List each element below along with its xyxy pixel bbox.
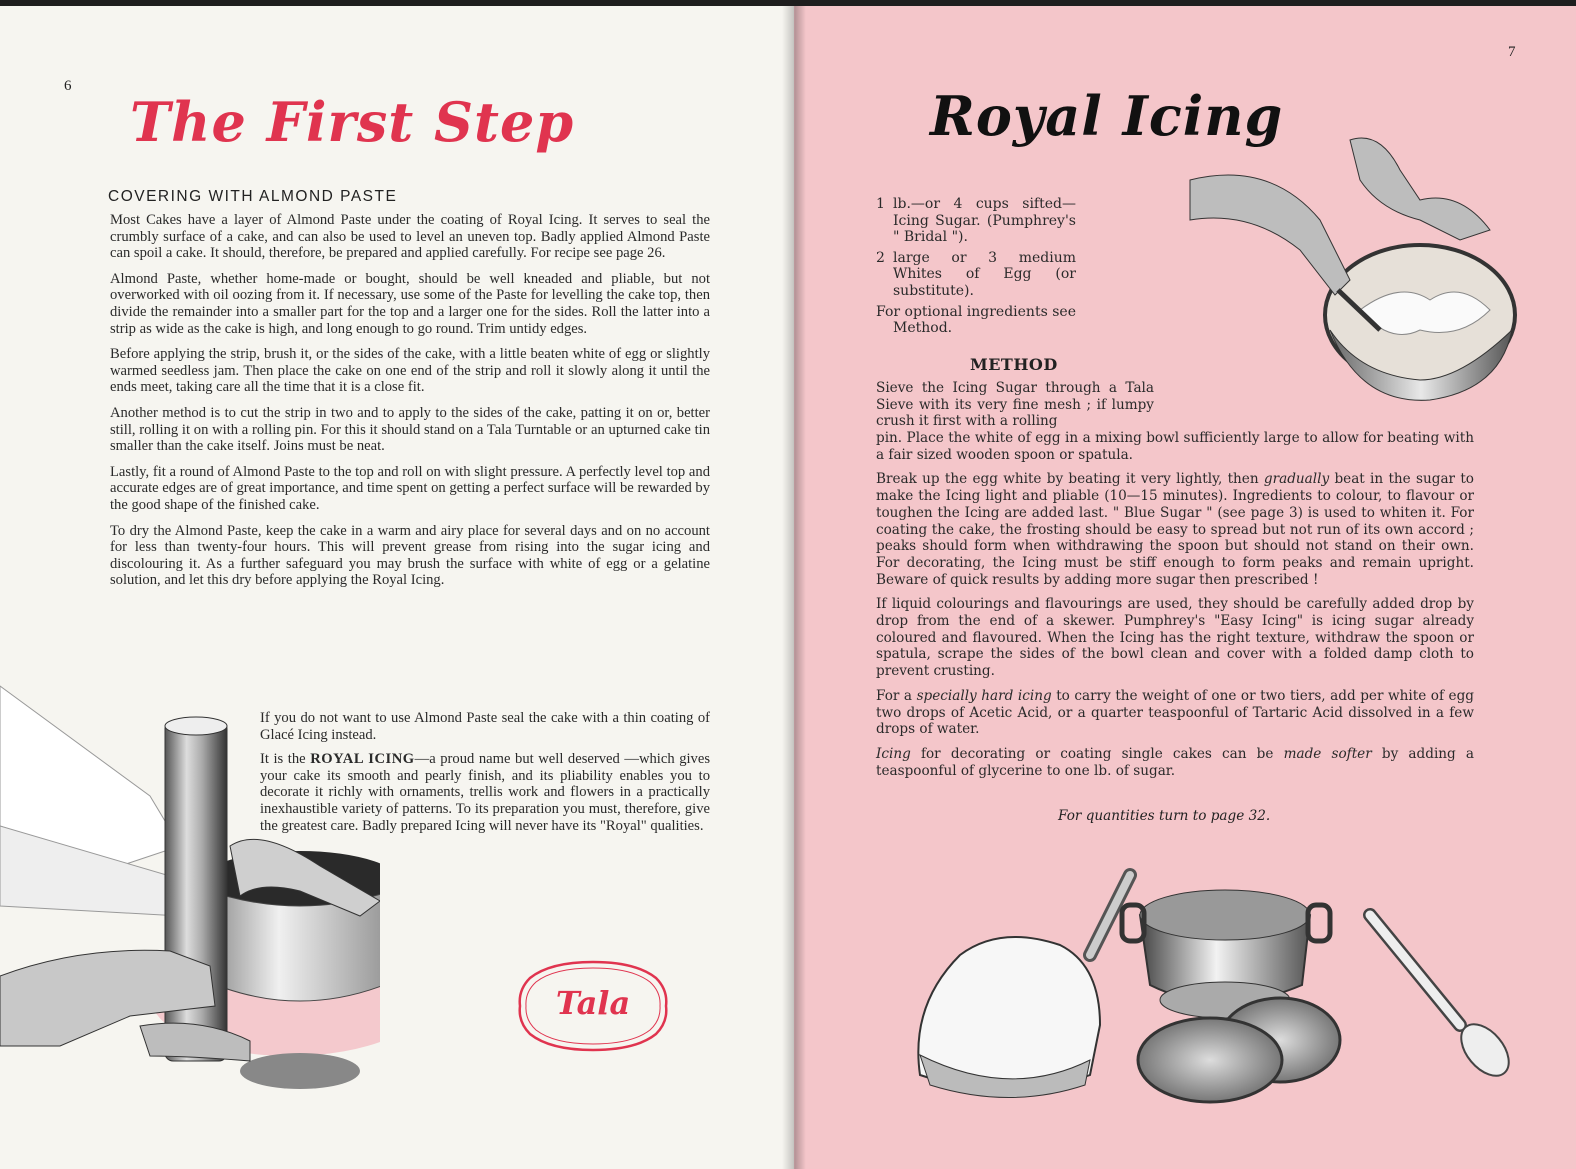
paragraph: Most Cakes have a layer of Almond Paste under the coating of Royal Icing. It serves to seal the crumbly surface of a cake, and can also be used to level an uneven top. Badly applied Almond Paste can spoil a cake. It should, therefore, be prepared and applied carefully. For recipe see page 26. bbox=[110, 212, 710, 262]
method-paragraph: For a specially hard icing to carry the weight of one or two tiers, add per white of egg two drops of Acetic Acid, or a quarter teaspoonful of Tartaric Acid dissolved in a few drops of water. bbox=[876, 687, 1474, 738]
method-intro: Sieve the Icing Sugar through a Tala Sieve with its very fine mesh ; if lumpy crush it first with a rolling bbox=[876, 380, 1154, 430]
method-text bbox=[876, 430, 1474, 787]
page-title-right: Royal Icing bbox=[930, 84, 1284, 148]
method-intro-continued: pin. Place the white of egg in a mixing bowl sufficiently large to allow for beating with a fair sized wooden spoon or spatula. bbox=[876, 430, 1474, 463]
paragraph: Almond Paste, whether home-made or bought, should be well kneaded and pliable, but not overworked with oil oozing from it. If necessary, use some of the Paste for levelling the cake top, then divide the remainder into a smaller part for the top and a larger one for the sides. Roll the latter into a strip as wide as the cake is high, and long enough to go round. Trim untidy edges. bbox=[110, 270, 710, 337]
tala-logo-text: Tala bbox=[555, 984, 631, 1022]
left-page bbox=[0, 6, 794, 1169]
optional-ingredients-note: For optional ingredients see Method. bbox=[876, 303, 1076, 337]
ingredients-list bbox=[876, 196, 1076, 337]
page-number-left: 6 bbox=[64, 78, 72, 94]
paragraph: Lastly, fit a round of Almond Paste to the top and roll on with slight pressure. A perfectly level top and accurate edges are of great importance, and time spent on getting a perfect surface will be rewarded by the good shape of the finished cake. bbox=[110, 463, 710, 513]
method-paragraph: If liquid colourings and flavourings are used, they should be carefully added drop by drop from the end of a skewer. Pumphrey's "Easy Icing" is icing sugar already coloured and flavoured. When the Icing has the right texture, withdraw the spoon or spatula, scrape the sides of the bowl clean and cover with a folded damp cloth to prevent crusting. bbox=[876, 596, 1474, 680]
royal-icing-intro-text bbox=[260, 710, 710, 842]
almond-paste-text bbox=[110, 212, 710, 598]
paragraph: To dry the Almond Paste, keep the cake in a warm and airy place for several days and on no account for less than twenty-four hours. This will prevent grease from rising into the sugar icing and discolouring it. As a further safeguard you may brush the surface with white of egg or a gelatine solution, and let this dry before applying the Royal Icing. bbox=[110, 522, 710, 589]
utensils-illustration bbox=[840, 855, 1520, 1105]
section-heading-almond-paste: COVERING WITH ALMOND PASTE bbox=[108, 188, 398, 205]
method-heading: METHOD bbox=[970, 355, 1058, 374]
glace-note: If you do not want to use Almond Paste seal the cake with a thin coating of Glacé Icing instead. bbox=[260, 710, 710, 743]
ingredient-item: 1 lb.—or 4 cups sifted— Icing Sugar. (Pumphrey's " Bridal "). bbox=[876, 196, 1076, 246]
method-paragraph: Break up the egg white by beating it very lightly, then gradually beat in the sugar to make the Icing light and pliable (10—15 minutes). Ingredients to colour, to flavour or toughen the Icing are added last. " Blue Sugar " (see page 3) is used to whiten it. For coating the cake, the frosting should be easy to spread but not run of its own accord ; peaks should form when withdrawing the spoon but should not stand on their own. For decorating, the Icing must be stiff enough to form peaks and remain upright. Beware of quick results by adding more sugar then prescribed ! bbox=[876, 471, 1474, 588]
page-number-right: 7 bbox=[1508, 44, 1516, 60]
page-title-left: The First Step bbox=[130, 90, 575, 154]
royal-icing-emphasis: ROYAL ICING bbox=[310, 751, 415, 768]
method-paragraph: Icing for decorating or coating single cakes can be made softer by adding a teaspoonful of glycerine to one lb. of sugar. bbox=[876, 745, 1475, 779]
mixing-bowl-illustration bbox=[1160, 130, 1525, 420]
ingredient-item: 2 large or 3 medium Whites of Egg (or substitute). bbox=[876, 249, 1076, 299]
royal-icing-paragraph: It is the ROYAL ICING—a proud name but well deserved —which gives your cake its smooth and pearly finish, and its pliability enables you to decorate it richly with ornaments, trellis work and flowers in a practically inexhaustible variety of patterns. To its preparation you must, therefore, give the greatest care. Badly prepared Icing will never have its "Royal" qualities. bbox=[260, 751, 710, 834]
quantities-footer: For quantities turn to page 32. bbox=[1058, 808, 1271, 824]
paragraph: Before applying the strip, brush it, or the sides of the cake, with a little beaten white of egg or slightly warmed seedless jam. Then place the cake on one end of the strip and roll it slowly along it until the ends meet, taking care all the time that it is a close fit. bbox=[110, 346, 710, 396]
paragraph: Another method is to cut the strip in two and to apply to the sides of the cake, patting it on or, better still, rolling it on with a rolling pin. For this it should stand on a Tala Turntable or an upturned cake tin smaller than the cake itself. Joins must be neat. bbox=[110, 404, 710, 455]
